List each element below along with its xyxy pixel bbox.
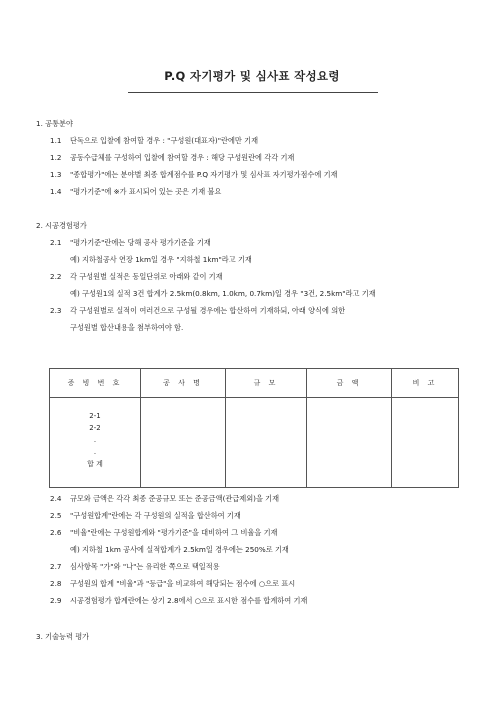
item-2-2: 2.2 각 구성원별 실적은 동일단위로 아래와 같이 기재: [50, 272, 223, 281]
item-2-3-cont: 구성원별 합산내용을 첨부하여야 함.: [70, 323, 184, 332]
item-2-9: 2.9 시공경험평가 합계란에는 상기 2.8에서 ○으로 표시한 점수를 합계하여 기재: [50, 596, 308, 605]
item-1-4: 1.4 "평가기준"에 ※가 표시되어 있는 곳은 기재 불요: [50, 187, 222, 196]
section-2-heading: 2. 시공경험평가: [36, 221, 87, 230]
row-label-2-1: 2-1: [89, 412, 101, 420]
remarks-cell: [392, 398, 459, 488]
header-remarks: 비 고: [392, 369, 459, 398]
title-underline: [128, 92, 378, 93]
header-amount: 금 액: [307, 369, 392, 398]
item-2-7: 2.7 심사항목 "가"와 "나"는 유리한 쪽으로 택일적용: [50, 562, 220, 571]
section-3-heading: 3. 기술능력 평가: [36, 632, 90, 641]
table-header-row: [50, 369, 459, 398]
item-2-6: 2.6 "비율"란에는 구성원합계와 "평가기준"을 대비하여 그 비율을 기재: [50, 528, 278, 537]
summary-table: [49, 368, 459, 488]
item-2-8: 2.8 구성원의 합계 "비율"과 "등급"을 비교하여 해당되는 점수에 ○으로 표시: [50, 579, 296, 588]
header-evidence-no: 증 빙 번 호: [50, 369, 141, 398]
item-1-1: 1.1 단독으로 입찰에 참여할 경우 : "구성원(대표자)"란에만 기재: [50, 136, 259, 145]
project-name-cell: [141, 398, 226, 488]
document-title: P.Q 자기평가 및 심사표 작성요령: [164, 69, 340, 83]
item-2-6-example: 예) 지하철 1km 공사에 실적합계가 2.5km일 경우에는 250%로 기재: [70, 545, 289, 554]
item-1-3: 1.3 "종합평가"에는 분야별 최종 합계점수를 P.Q 자기평가 및 심사표 자기평가점수에 기재: [50, 170, 338, 179]
item-2-3: 2.3 각 구성원별로 실적이 여러건으로 구성될 경우에는 합산하여 기재하되, 아래 양식에 의한: [50, 306, 346, 315]
header-scale: 규 모: [226, 369, 307, 398]
item-2-5: 2.5 "구성원합계"란에는 각 구성원의 실적을 합산하여 기재: [50, 511, 241, 520]
row-dot-1: .: [93, 436, 97, 444]
item-1-2: 1.2 공동수급체를 구성하여 입찰에 참여할 경우 : 해당 구성원란에 각각 기재: [50, 153, 295, 162]
section-1-heading: 1. 공통분야: [36, 119, 73, 128]
table-row: [50, 398, 459, 488]
item-2-1-example: 예) 지하철공사 연장 1km일 경우 "지하철 1km"라고 기재: [70, 255, 252, 264]
scale-cell: [226, 398, 307, 488]
item-2-2-example: 예) 구성원1의 실적 3건 합계가 2.5km(0.8km, 1.0km, 0.7km)일 경우 "3건, 2.5km"라고 기재: [70, 289, 376, 298]
row-dot-2: .: [93, 448, 97, 456]
evidence-cell: [50, 398, 141, 488]
item-2-1: 2.1 "평가기준"란에는 당해 공사 평가기준을 기재: [50, 238, 211, 247]
header-project-name: 공 사 명: [141, 369, 226, 398]
row-label-total: 합 계: [87, 460, 103, 468]
row-label-2-2: 2-2: [89, 424, 101, 432]
amount-cell: [307, 398, 392, 488]
item-2-4: 2.4 규모와 금액은 각각 최종 준공규모 또는 준공금액(관급제외)을 기재: [50, 494, 280, 503]
